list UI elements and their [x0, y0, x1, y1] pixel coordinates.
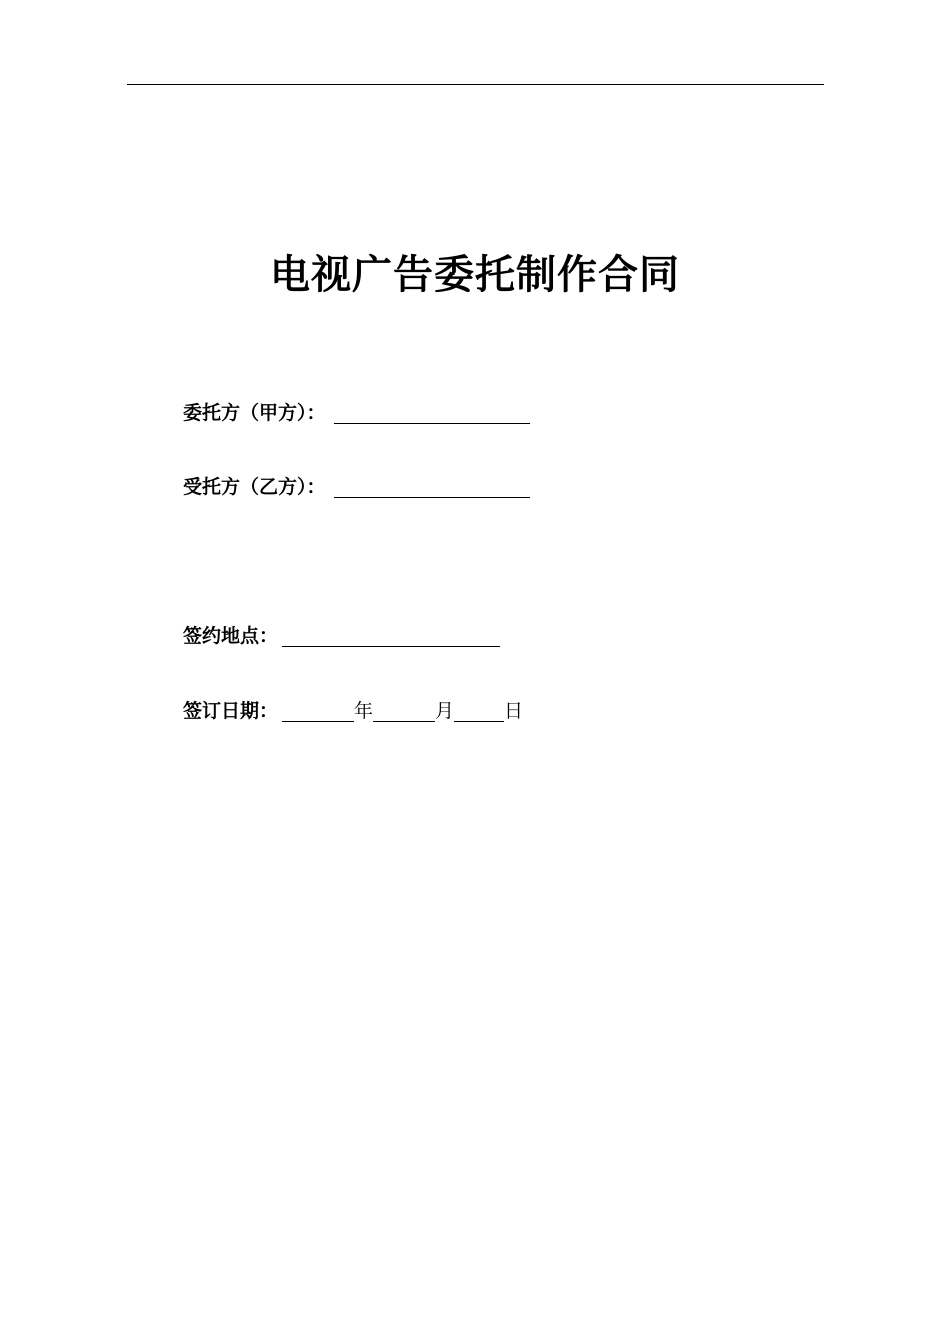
- place-field: [183, 619, 500, 649]
- header-rule: [127, 84, 824, 85]
- place-blank[interactable]: [282, 624, 500, 647]
- client-blank[interactable]: [334, 401, 530, 424]
- document-title: 电视广告委托制作合同: [270, 252, 680, 298]
- date-field: [183, 694, 523, 724]
- client-field: [183, 396, 530, 426]
- year-unit: 年: [354, 700, 374, 722]
- date-label: 签订日期：: [183, 700, 279, 722]
- place-label: 签约地点：: [183, 625, 279, 647]
- year-blank[interactable]: [282, 699, 354, 722]
- contractor-label: 受托方（乙方）：: [183, 476, 326, 498]
- contractor-field: [183, 470, 530, 500]
- day-blank[interactable]: [454, 699, 504, 722]
- day-unit: 日: [504, 700, 524, 722]
- contractor-blank[interactable]: [334, 475, 530, 498]
- month-unit: 月: [435, 700, 455, 722]
- client-label: 委托方（甲方）：: [183, 402, 326, 424]
- month-blank[interactable]: [373, 699, 435, 722]
